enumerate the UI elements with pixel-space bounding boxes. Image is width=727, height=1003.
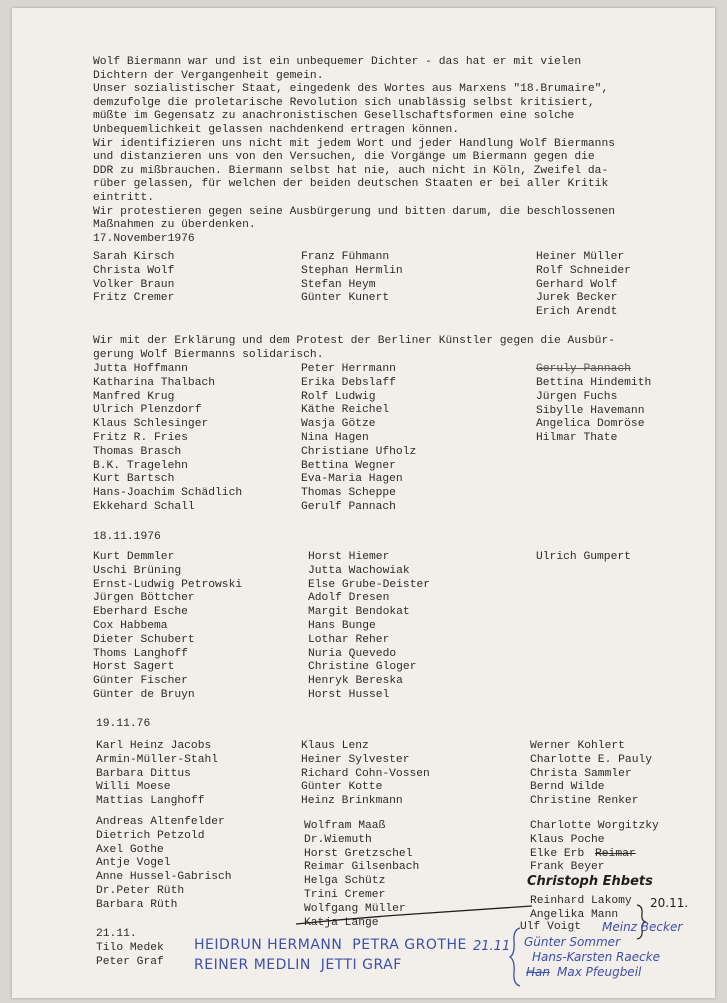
group2-col1: [93, 363, 242, 515]
signatory-name: Trini Cremer: [304, 888, 386, 901]
group3-col1: [93, 551, 242, 703]
group2-col3: [536, 377, 651, 446]
signatory-name: Charlotte E. Pauly: [530, 753, 653, 766]
signatory-name: Gerulf Pannach: [301, 500, 396, 513]
signatory-name: Helga Schütz: [304, 875, 386, 888]
signatory-name: Katharina Thalbach: [93, 376, 216, 389]
signatory-name: Henryk Bereska: [308, 675, 403, 688]
signatory-name: Angelica Domröse: [536, 418, 645, 431]
signatory-name: Karl Heinz Jacobs: [96, 740, 212, 752]
signatory-name: Günter Kunert: [301, 292, 390, 305]
signatory-name: Margit Bendokat: [308, 606, 410, 619]
signatory-name: Rolf Ludwig: [301, 390, 376, 403]
signatory-name: Horst Gretzschel: [304, 847, 413, 860]
signatory-name: Wolfgang Müller: [304, 902, 406, 915]
signatory-name: Gerhard Wolf: [536, 278, 618, 291]
signatory-name: Ulrich Plenzdorf: [93, 404, 202, 417]
group2-col2: [301, 363, 416, 515]
signatory-name: Nuria Quevedo: [308, 647, 397, 660]
date-18-11-1976: 18.11.1976: [93, 531, 161, 543]
handwritten-underline-stroke: [294, 904, 534, 926]
signatory-name: Ekkehard Schall: [93, 500, 195, 513]
signatory-name: Dr.Wiemuth: [304, 833, 372, 846]
signatory-name: Jutta Wachowiak: [308, 564, 410, 577]
signatory-name: Thoms Langhoff: [93, 647, 188, 660]
signatory-name: Wolfram Maaß: [304, 820, 386, 832]
signatory-name: Christine Renker: [530, 795, 639, 808]
group5-col1: [96, 816, 232, 913]
signatory-name: Richard Cohn-Vossen: [301, 767, 430, 780]
signatory-name: Bettina Hindemith: [536, 377, 652, 389]
solidarity-line: gerung Wolf Biermanns solidarisch.: [93, 348, 324, 361]
intro-line: und distanzieren uns von den Versuchen, die Vorgänge um Biermann gegen die: [93, 151, 595, 164]
signatory-name: Heiner Sylvester: [301, 753, 410, 766]
signatory-name: Christine Gloger: [308, 661, 417, 674]
signatory-name: Jutta Hoffmann: [93, 363, 188, 375]
signatory-name: Dietrich Petzold: [96, 829, 205, 842]
signatory-name: Christa Wolf: [93, 264, 175, 277]
date-17-november: 17.November1976: [93, 233, 195, 245]
handwritten-hans-karsten-raecke: Hans-Karsten Raecke: [532, 950, 661, 964]
signatory-name: Jürgen Fuchs: [536, 390, 618, 403]
signatory-name: Volker Braun: [93, 278, 175, 291]
signatory-name: Christa Sammler: [530, 767, 632, 780]
group3-col2: [308, 551, 430, 703]
signatory-name: Adolf Dresen: [308, 592, 390, 605]
signatory-name: Thomas Scheppe: [301, 487, 396, 500]
signatory-name: Käthe Reichel: [301, 404, 390, 417]
signatory-name: Ulrich Gumpert: [536, 551, 631, 563]
signatory-name: Peter Herrmann: [301, 363, 396, 375]
group4-col1: [96, 740, 218, 809]
signatory-name: Manfred Krug: [93, 390, 175, 403]
handwritten-max-pfeugbeil: Max Pfeugbeil: [557, 965, 642, 979]
signatory-name: Thomas Brasch: [93, 445, 182, 458]
intro-line: müßte im Gegensatz zu anachronistischen Gesellschaftsformen eine solche: [93, 110, 575, 123]
signatory-name: Sibylle Havemann: [536, 404, 645, 417]
group4-col2: [301, 740, 430, 809]
signatory-name: Stefan Heym: [301, 278, 376, 291]
signatory-name: Barbara Dittus: [96, 767, 191, 780]
date-19-11-76: 19.11.76: [96, 718, 151, 730]
signatory-name: Lothar Reher: [308, 633, 390, 646]
signatory-name: Horst Hussel: [308, 688, 390, 701]
signatory-name: Eberhard Esche: [93, 606, 188, 619]
brace-21-11: [508, 927, 522, 987]
intro-line: Wir identifizieren uns nicht mit jedem Wort und jeder Handlung Wolf Biermanns: [93, 137, 616, 150]
signatory-name: Klaus Lenz: [301, 740, 369, 752]
signatory-name: Willi Moese: [96, 781, 171, 794]
signatory-name: Sarah Kirsch: [93, 251, 175, 263]
signatory-name: Christiane Ufholz: [301, 445, 417, 458]
intro-line: demzufolge die proletarische Revolution sich unablässig selbst kritisiert,: [93, 96, 595, 109]
document-page: [12, 8, 715, 998]
handwritten-date-21-11: 21.11: [473, 939, 511, 954]
date-21-11-left: 21.11.: [96, 928, 137, 940]
signatory-name: Katja Lange: [304, 916, 379, 929]
group4-col3: [530, 740, 652, 809]
signatory-name: Frank Beyer: [530, 861, 605, 873]
group1-col2: [301, 251, 403, 306]
handwritten-date-20-11: 20.11.: [650, 896, 689, 910]
signatory-name: Antje Vogel: [96, 857, 171, 870]
struck-reimar: Reimar: [595, 848, 636, 860]
signatory-name: Anne Hussel-Gabrisch: [96, 871, 232, 884]
intro-line: Wolf Biermann war und ist ein unbequemer Dichter - das hat er mit vielen: [93, 56, 582, 68]
handwritten-christoph-ehbets: Christoph Ehbets: [527, 874, 653, 889]
signatory-name: Reinhard Lakomy: [530, 895, 632, 907]
intro-line: Wir protestieren gegen seine Ausbürgerung und bitten darum, die beschlossenen: [93, 205, 616, 218]
signatory-name: Werner Kohlert: [530, 740, 625, 752]
signatory-name: Hilmar Thate: [536, 432, 618, 445]
signatory-name: Ernst-Ludwig Petrowski: [93, 578, 243, 591]
signatory-name: Klaus Schlesinger: [93, 418, 209, 431]
signatory-name: Armin-Müller-Stahl: [96, 753, 219, 766]
intro-line: DDR zu mißbrauchen. Biermann selbst hat nie, auch nicht in Köln, Zweifel da-: [93, 164, 609, 177]
signatory-name: Wasja Götze: [301, 418, 376, 431]
signatory-name: Tilo Medek: [96, 942, 164, 954]
signatory-name: Mattias Langhoff: [96, 795, 205, 808]
signatory-name: Kurt Bartsch: [93, 473, 175, 486]
signatory-name: Horst Sagert: [93, 661, 175, 674]
intro-line: Dichtern der Vergangenheit gemein.: [93, 69, 324, 82]
handwritten-struck-han: Han: [526, 965, 550, 979]
handwritten-meinz-becker: Meinz Becker: [602, 920, 683, 934]
signatory-name: Andreas Altenfelder: [96, 816, 225, 828]
signatory-name: Heiner Müller: [536, 251, 625, 263]
signatory-name: Angelika Mann: [530, 908, 619, 921]
intro-line: Maßnahmen zu überdenken.: [93, 219, 256, 232]
intro-line: Unbequemlichkeit gelassen nachdenkend ertragen können.: [93, 124, 460, 136]
signatory-name: Rolf Schneider: [536, 264, 631, 277]
signatory-name: Hans-Joachim Schädlich: [93, 487, 243, 500]
signatory-name: Jürgen Böttcher: [93, 592, 195, 605]
signatory-name: B.K. Tragelehn: [93, 459, 188, 472]
intro-line: rüber gelassen, für welchen der beiden deutschen Staaten er bei aller Kritik: [93, 178, 609, 191]
ulf-voigt: Ulf Voigt: [520, 921, 582, 933]
signatory-name: Reimar Gilsenbach: [304, 861, 420, 874]
handwritten-reiner-jetti: REINER MEDLIN JETTI GRAF: [194, 957, 402, 973]
handwritten-gunter-sommer: Günter Sommer: [524, 935, 620, 949]
signatory-name: Barbara Rüth: [96, 898, 178, 911]
signatory-name: Erika Debslaff: [301, 376, 396, 389]
intro-line: Unser sozialistischer Staat, eingedenk des Wortes aus Marxens "18.Brumaire",: [93, 83, 609, 96]
group3-col3: [536, 551, 631, 565]
solidarity-line: Wir mit der Erklärung und dem Protest der Berliner Künstler gegen die Ausbür-: [93, 335, 616, 347]
signatory-name: Stephan Hermlin: [301, 264, 403, 277]
signatory-name: Dr.Peter Rüth: [96, 884, 185, 897]
signatory-name: Kurt Demmler: [93, 551, 175, 563]
signatory-name: Nina Hagen: [301, 431, 369, 444]
signatory-name: Bettina Wegner: [301, 459, 396, 472]
signatory-name: Günter de Bruyn: [93, 688, 195, 701]
group1-col1: [93, 251, 174, 306]
signatory-name: Eva-Maria Hagen: [301, 473, 403, 486]
signatory-name: Jurek Becker: [536, 292, 618, 305]
signatory-name: Peter Graf: [96, 955, 164, 968]
signatory-name: Erich Arendt: [536, 306, 618, 319]
signatory-name: Dieter Schubert: [93, 633, 195, 646]
signatory-name: Franz Fühmann: [301, 251, 390, 263]
signatory-name: Bernd Wilde: [530, 781, 605, 794]
signatory-name: Fritz Cremer: [93, 292, 175, 305]
signatory-name: Cox Habbema: [93, 619, 168, 632]
signatory-name: Fritz R. Fries: [93, 431, 188, 444]
signatory-name: Axel Gothe: [96, 843, 164, 856]
signatory-name: Charlotte Worgitzky: [530, 820, 659, 832]
col3-tail: [530, 895, 632, 923]
group1-col3: [536, 251, 631, 320]
signatory-name: Horst Hiemer: [308, 551, 390, 563]
intro-line: eintritt.: [93, 192, 155, 204]
struck-name: Geruly Pannach: [536, 363, 631, 375]
signatory-name: Uschi Brüning: [93, 564, 182, 577]
handwritten-heidrun-petra: HEIDRUN HERMANN PETRA GROTHE: [194, 937, 467, 953]
group6: [96, 942, 164, 970]
signatory-name: Hans Bunge: [308, 619, 376, 632]
signatory-name: Else Grube-Deister: [308, 578, 431, 591]
signatory-name: Günter Kotte: [301, 781, 383, 794]
signatory-name: Heinz Brinkmann: [301, 795, 403, 808]
signatory-name: Elke Erb: [530, 847, 585, 860]
group5-col3b: [530, 861, 605, 875]
signatory-name: Günter Fischer: [93, 675, 188, 688]
signatory-name: Klaus Poche: [530, 833, 605, 846]
